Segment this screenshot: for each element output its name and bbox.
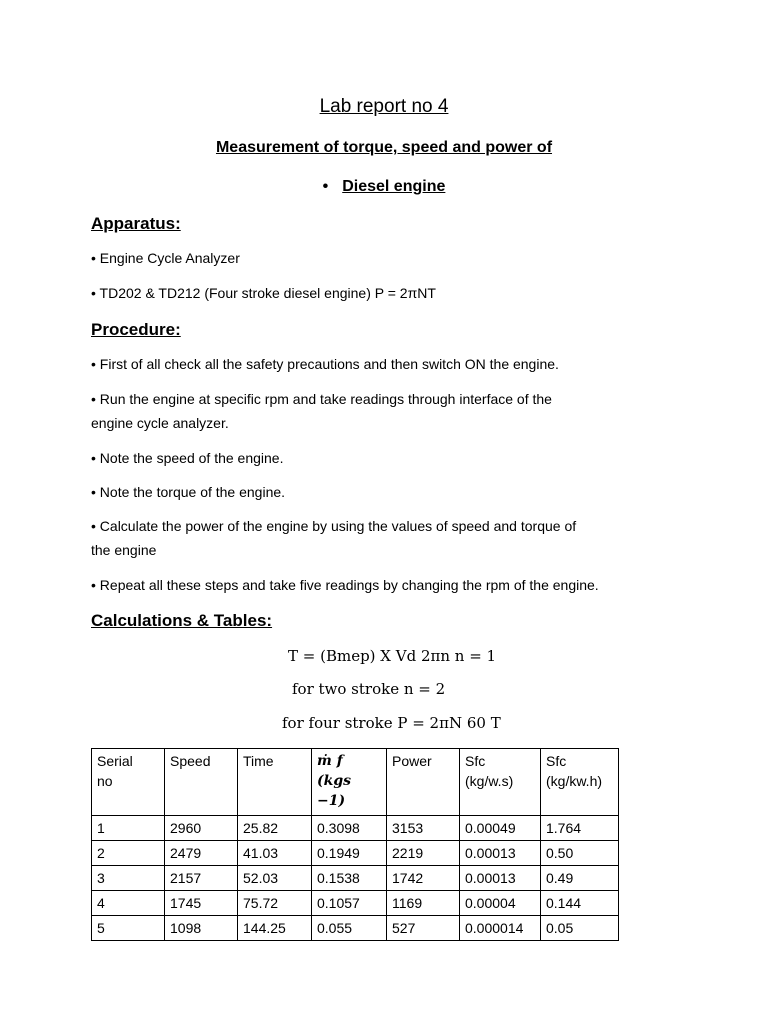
table-header-row xyxy=(92,749,619,816)
table-cell: 0.00049 xyxy=(460,816,541,841)
table-cell: 2960 xyxy=(165,816,238,841)
four-stroke-equation: for four stroke P = 2πN 60 T xyxy=(282,714,501,732)
engine-type-line xyxy=(0,178,768,196)
table-cell: 0.3098 xyxy=(312,816,387,841)
procedure-step-continued: engine cycle analyzer. xyxy=(91,415,229,431)
header-sfc-kg-ws: Sfc (kg/w.s) xyxy=(460,749,541,816)
table-cell: 41.03 xyxy=(238,841,312,866)
procedure-step: • Note the speed of the engine. xyxy=(91,450,284,466)
procedure-step: • Repeat all these steps and take five readings by changing the rpm of the engine. xyxy=(91,577,599,593)
results-table xyxy=(91,748,619,941)
table-cell: 1745 xyxy=(165,891,238,916)
table-row xyxy=(92,866,619,891)
table-cell: 0.1057 xyxy=(312,891,387,916)
procedure-step: • Calculate the power of the engine by using the values of speed and torque of xyxy=(91,518,577,534)
procedure-step-continued: the engine xyxy=(91,542,157,558)
table-cell: 2 xyxy=(92,841,165,866)
table-row xyxy=(92,816,619,841)
table-row xyxy=(92,916,619,941)
page-subtitle: Measurement of torque, speed and power of xyxy=(215,139,553,156)
table-cell: 1742 xyxy=(387,866,460,891)
table-cell: 2219 xyxy=(387,841,460,866)
calculations-heading: Calculations & Tables: xyxy=(91,611,273,630)
table-cell: 1 xyxy=(92,816,165,841)
header-mass-flow: ṁ f (kgs −1) xyxy=(312,749,387,816)
table-cell: 3 xyxy=(92,866,165,891)
table-cell: 0.1949 xyxy=(312,841,387,866)
table-cell: 527 xyxy=(387,916,460,941)
bullet-icon: • xyxy=(322,178,329,195)
table-cell: 0.49 xyxy=(541,866,619,891)
torque-equation: T = (Bmep) X Vd 2πn n = 1 xyxy=(288,647,497,665)
table-cell: 3153 xyxy=(387,816,460,841)
header-sfc-kg-kwh: Sfc (kg/kw.h) xyxy=(541,749,619,816)
table-cell: 0.00004 xyxy=(460,891,541,916)
procedure-step: • Note the torque of the engine. xyxy=(91,484,286,500)
table-cell: 1.764 xyxy=(541,816,619,841)
header-serial: Serial no xyxy=(92,749,165,816)
procedure-heading: Procedure: xyxy=(91,320,181,339)
table-cell: 0.00013 xyxy=(460,866,541,891)
table-cell: 0.05 xyxy=(541,916,619,941)
header-speed: Speed xyxy=(165,749,238,816)
table-row xyxy=(92,891,619,916)
table-cell: 0.1538 xyxy=(312,866,387,891)
table-cell: 1098 xyxy=(165,916,238,941)
table-cell: 0.000014 xyxy=(460,916,541,941)
procedure-step: • First of all check all the safety precautions and then switch ON the engine. xyxy=(91,356,559,372)
table-cell: 4 xyxy=(92,891,165,916)
table-cell: 0.144 xyxy=(541,891,619,916)
table-cell: 1169 xyxy=(387,891,460,916)
two-stroke-equation: for two stroke n = 2 xyxy=(292,680,446,698)
table-cell: 0.055 xyxy=(312,916,387,941)
table-cell: 52.03 xyxy=(238,866,312,891)
apparatus-item: • Engine Cycle Analyzer xyxy=(91,250,240,266)
table-cell: 2479 xyxy=(165,841,238,866)
table-cell: 25.82 xyxy=(238,816,312,841)
engine-type-label: Diesel engine xyxy=(342,178,446,195)
procedure-step: • Run the engine at specific rpm and take readings through interface of the xyxy=(91,391,552,407)
header-power: Power xyxy=(387,749,460,816)
page-title: Lab report no 4 xyxy=(319,96,449,117)
table-cell: 5 xyxy=(92,916,165,941)
table-cell: 2157 xyxy=(165,866,238,891)
table-cell: 144.25 xyxy=(238,916,312,941)
table-row xyxy=(92,841,619,866)
apparatus-item: • TD202 & TD212 (Four stroke diesel engine) P = 2πNT xyxy=(91,285,436,301)
header-time: Time xyxy=(238,749,312,816)
table-cell: 0.00013 xyxy=(460,841,541,866)
table-cell: 75.72 xyxy=(238,891,312,916)
apparatus-heading: Apparatus: xyxy=(91,214,181,233)
table-cell: 0.50 xyxy=(541,841,619,866)
